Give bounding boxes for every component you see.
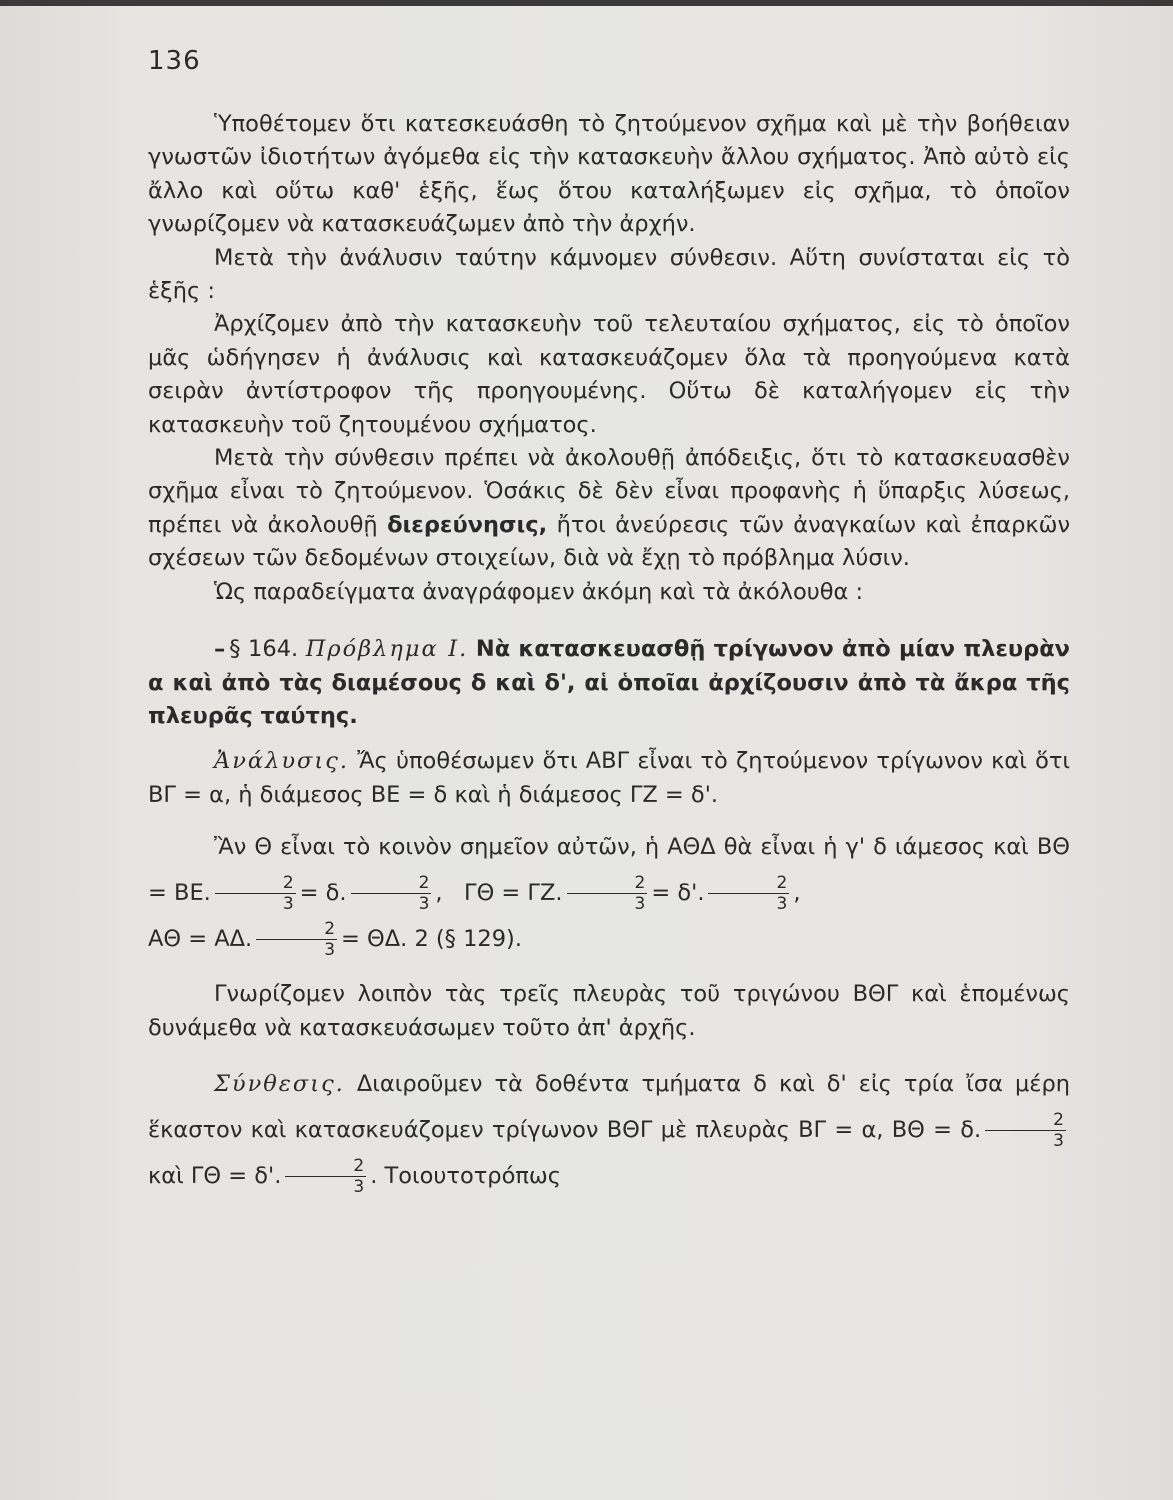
- synthesis-end: Τοιουτοτρόπως: [384, 1162, 561, 1189]
- eq-ath-result: = ΘΔ. 2 (§ 129).: [341, 926, 522, 953]
- synthesis-label: Σύνθεσις.: [214, 1070, 345, 1097]
- paragraph-analysis-intro: Ὑποθέτομεν ὅτι κατεσκευάσθη τὸ ζητούμενον σχῆμα καὶ μὲ τὴν βοήθειαν γνωστῶν ἰδιοτήτων ἀγόμεθα εἰς τὴν κατασκευὴν ἄλλου σχήματος. Ἀπὸ αὐτὸ εἰς ἄλλο καὶ οὕτω καθ' ἑξῆς, ἕως ὅτου καταλήξωμεν εἰς σχῆμα, τὸ ὁποῖον γνωρίζομεν νὰ κατασκευάζωμεν ἀπὸ τὴν ἀρχήν.: [148, 111, 1070, 238]
- analysis-label: Ἀνάλυσις.: [214, 748, 349, 775]
- body-text: [148, 108, 1070, 1199]
- eq-bth: ΒΘ = ΒΕ.: [148, 834, 1070, 907]
- synthesis-text: Διαιροῦμεν τὰ δοθέντα τμήματα δ καὶ δ' εἰς τρία ἴσα μέρη ἕκαστον καὶ κατασκευάζομεν τρίγωνον ΒΘΓ μὲ πλευρὰς ΒΓ = α, ΒΘ = δ.: [148, 1070, 1070, 1143]
- page-number: 136: [148, 46, 201, 76]
- paragraph-known-sides: Γνωρίζομεν λοιπὸν τὰς τρεῖς πλευρὰς τοῦ τριγώνου ΒΘΓ καὶ ἑπομένως δυνάμεθα νὰ κατασκευάσωμεν τοῦτο ἀπ' ἀρχῆς.: [148, 981, 1070, 1041]
- eq-ath: ΑΘ = ΑΔ.: [148, 926, 253, 953]
- fraction-two-thirds: $\frac{2}{3}$: [708, 873, 789, 914]
- eq-gth: ΓΘ = ΓΖ.: [464, 880, 563, 907]
- paragraph-examples: Ὡς παραδείγματα ἀναγράφομεν ἀκόμη καὶ τὰ ἀκόλουθα :: [214, 578, 864, 605]
- scan-edge: [0, 0, 1173, 6]
- margin-mark: –: [214, 636, 226, 663]
- centroid-text: Ἂν Θ εἶναι τὸ κοινὸν σημεῖον αὐτῶν, ἡ ΑΘΔ θὰ εἶναι ἡ γ' δ ιάμεσος καὶ: [214, 834, 1029, 861]
- fraction-two-thirds: $\frac{2}{3}$: [285, 1156, 366, 1197]
- paragraph-proof-discussion: [148, 442, 1070, 576]
- proof-text-start: Μετὰ τὴν σύνθεσιν πρέπει νὰ ἀκολουθῇ ἀπόδειξις, ὅτι τὸ κατασκευασθὲν σχῆμα εἶναι τὸ ζητούμενον. Ὁσάκις δὲ δὲν εἶναι προφανὴς ἡ ὕπαρξις λύσεως, πρέπει νὰ ἀκολουθῇ: [148, 445, 1070, 538]
- analysis-text: Ἄς ὑποθέσωμεν ὅτι ΑΒΓ εἶναι τὸ ζητούμενον τρίγωνον καὶ ὅτι ΒΓ = α, ἡ διάμεσος ΒΕ = δ καὶ ἡ διάμεσος ΓΖ = δ'.: [148, 748, 1071, 808]
- section-number: § 164.: [229, 636, 299, 663]
- fraction-two-thirds: $\frac{2}{3}$: [567, 873, 648, 914]
- paragraph-analysis: [148, 745, 1070, 812]
- paragraph-synthesis-intro: Μετὰ τὴν ἀνάλυσιν ταύτην κάμνομεν σύνθεσιν. Αὕτη συνίσταται εἰς τὸ ἑξῆς :: [148, 244, 1070, 305]
- fraction-two-thirds: $\frac{2}{3}$: [985, 1110, 1066, 1151]
- problem-label: Πρόβλημα Ι.: [305, 636, 469, 663]
- paragraph-synthesis: Σύνθεσις. Διαιροῦμεν τὰ δοθέντα τμήματα δ καὶ δ' εἰς τρία ἴσα μέρη ἕκαστον καὶ κατασκευάζομεν τρίγωνον ΒΘΓ μὲ πλευρὰς ΒΓ = α, ΒΘ = δ. $\frac{2}{3}$ καὶ ΓΘ = δ'. $\frac{2}{3}$ . Τοιουτοτρόπως: [148, 1070, 1070, 1197]
- proof-text-end: ἤτοι ἀνεύρεσις τῶν ἀναγκαίων καὶ ἐπαρκῶν σχέσεων τῶν δεδομένων στοιχείων, διὰ νὰ ἔχῃ τὸ πρόβλημα λύσιν.: [148, 511, 1071, 572]
- fraction-two-thirds: $\frac{2}{3}$: [351, 873, 432, 914]
- problem-statement: [148, 633, 1070, 733]
- problem-text: Νὰ κατασκευασθῇ τρίγωνον ἀπὸ μίαν πλευρὰν α καὶ ἀπὸ τὰς διαμέσους δ καὶ δ', αἱ ὁποῖαι ἀρχίζουσιν ἀπὸ τὰ ἄκρα τῆς πλευρᾶς ταύτης.: [148, 636, 1070, 729]
- synthesis-mid: καὶ ΓΘ = δ'.: [148, 1162, 282, 1189]
- fraction-two-thirds: $\frac{2}{3}$: [256, 919, 337, 960]
- eq-bth-d: = δ.: [299, 880, 347, 907]
- eq-gth-d: = δ'.: [651, 880, 705, 907]
- paragraph-synthesis-steps: Ἀρχίζομεν ἀπὸ τὴν κατασκευὴν τοῦ τελευταίου σχήματος, εἰς τὸ ὁποῖον μᾶς ὡδήγησεν ἡ ἀνάλυσις καὶ κατασκευάζομεν ὅλα τὰ προηγούμενα κατὰ σειρὰν ἀντίστροφον τῆς προηγουμένης. Οὕτω δὲ καταλήγομεν εἰς τὴν κατασκευὴν τοῦ ζητουμένου σχήματος.: [148, 311, 1070, 438]
- paragraph-centroid: Ἂν Θ εἶναι τὸ κοινὸν σημεῖον αὐτῶν, ἡ ΑΘΔ θὰ εἶναι ἡ γ' δ ιάμεσος καὶ ΒΘ = ΒΕ. $\frac{2}{3}$ = δ. $\frac{2}{3}$ , ΓΘ = ΓΖ. $\frac{2}{3}$ = δ'. $\frac{2}{3}$ , ΑΘ = ΑΔ. $\frac{2}{3}$ = ΘΔ. 2 (§ 129).: [148, 834, 1070, 961]
- fraction-two-thirds: $\frac{2}{3}$: [215, 873, 296, 914]
- discussion-term: διερεύνησις,: [387, 511, 548, 538]
